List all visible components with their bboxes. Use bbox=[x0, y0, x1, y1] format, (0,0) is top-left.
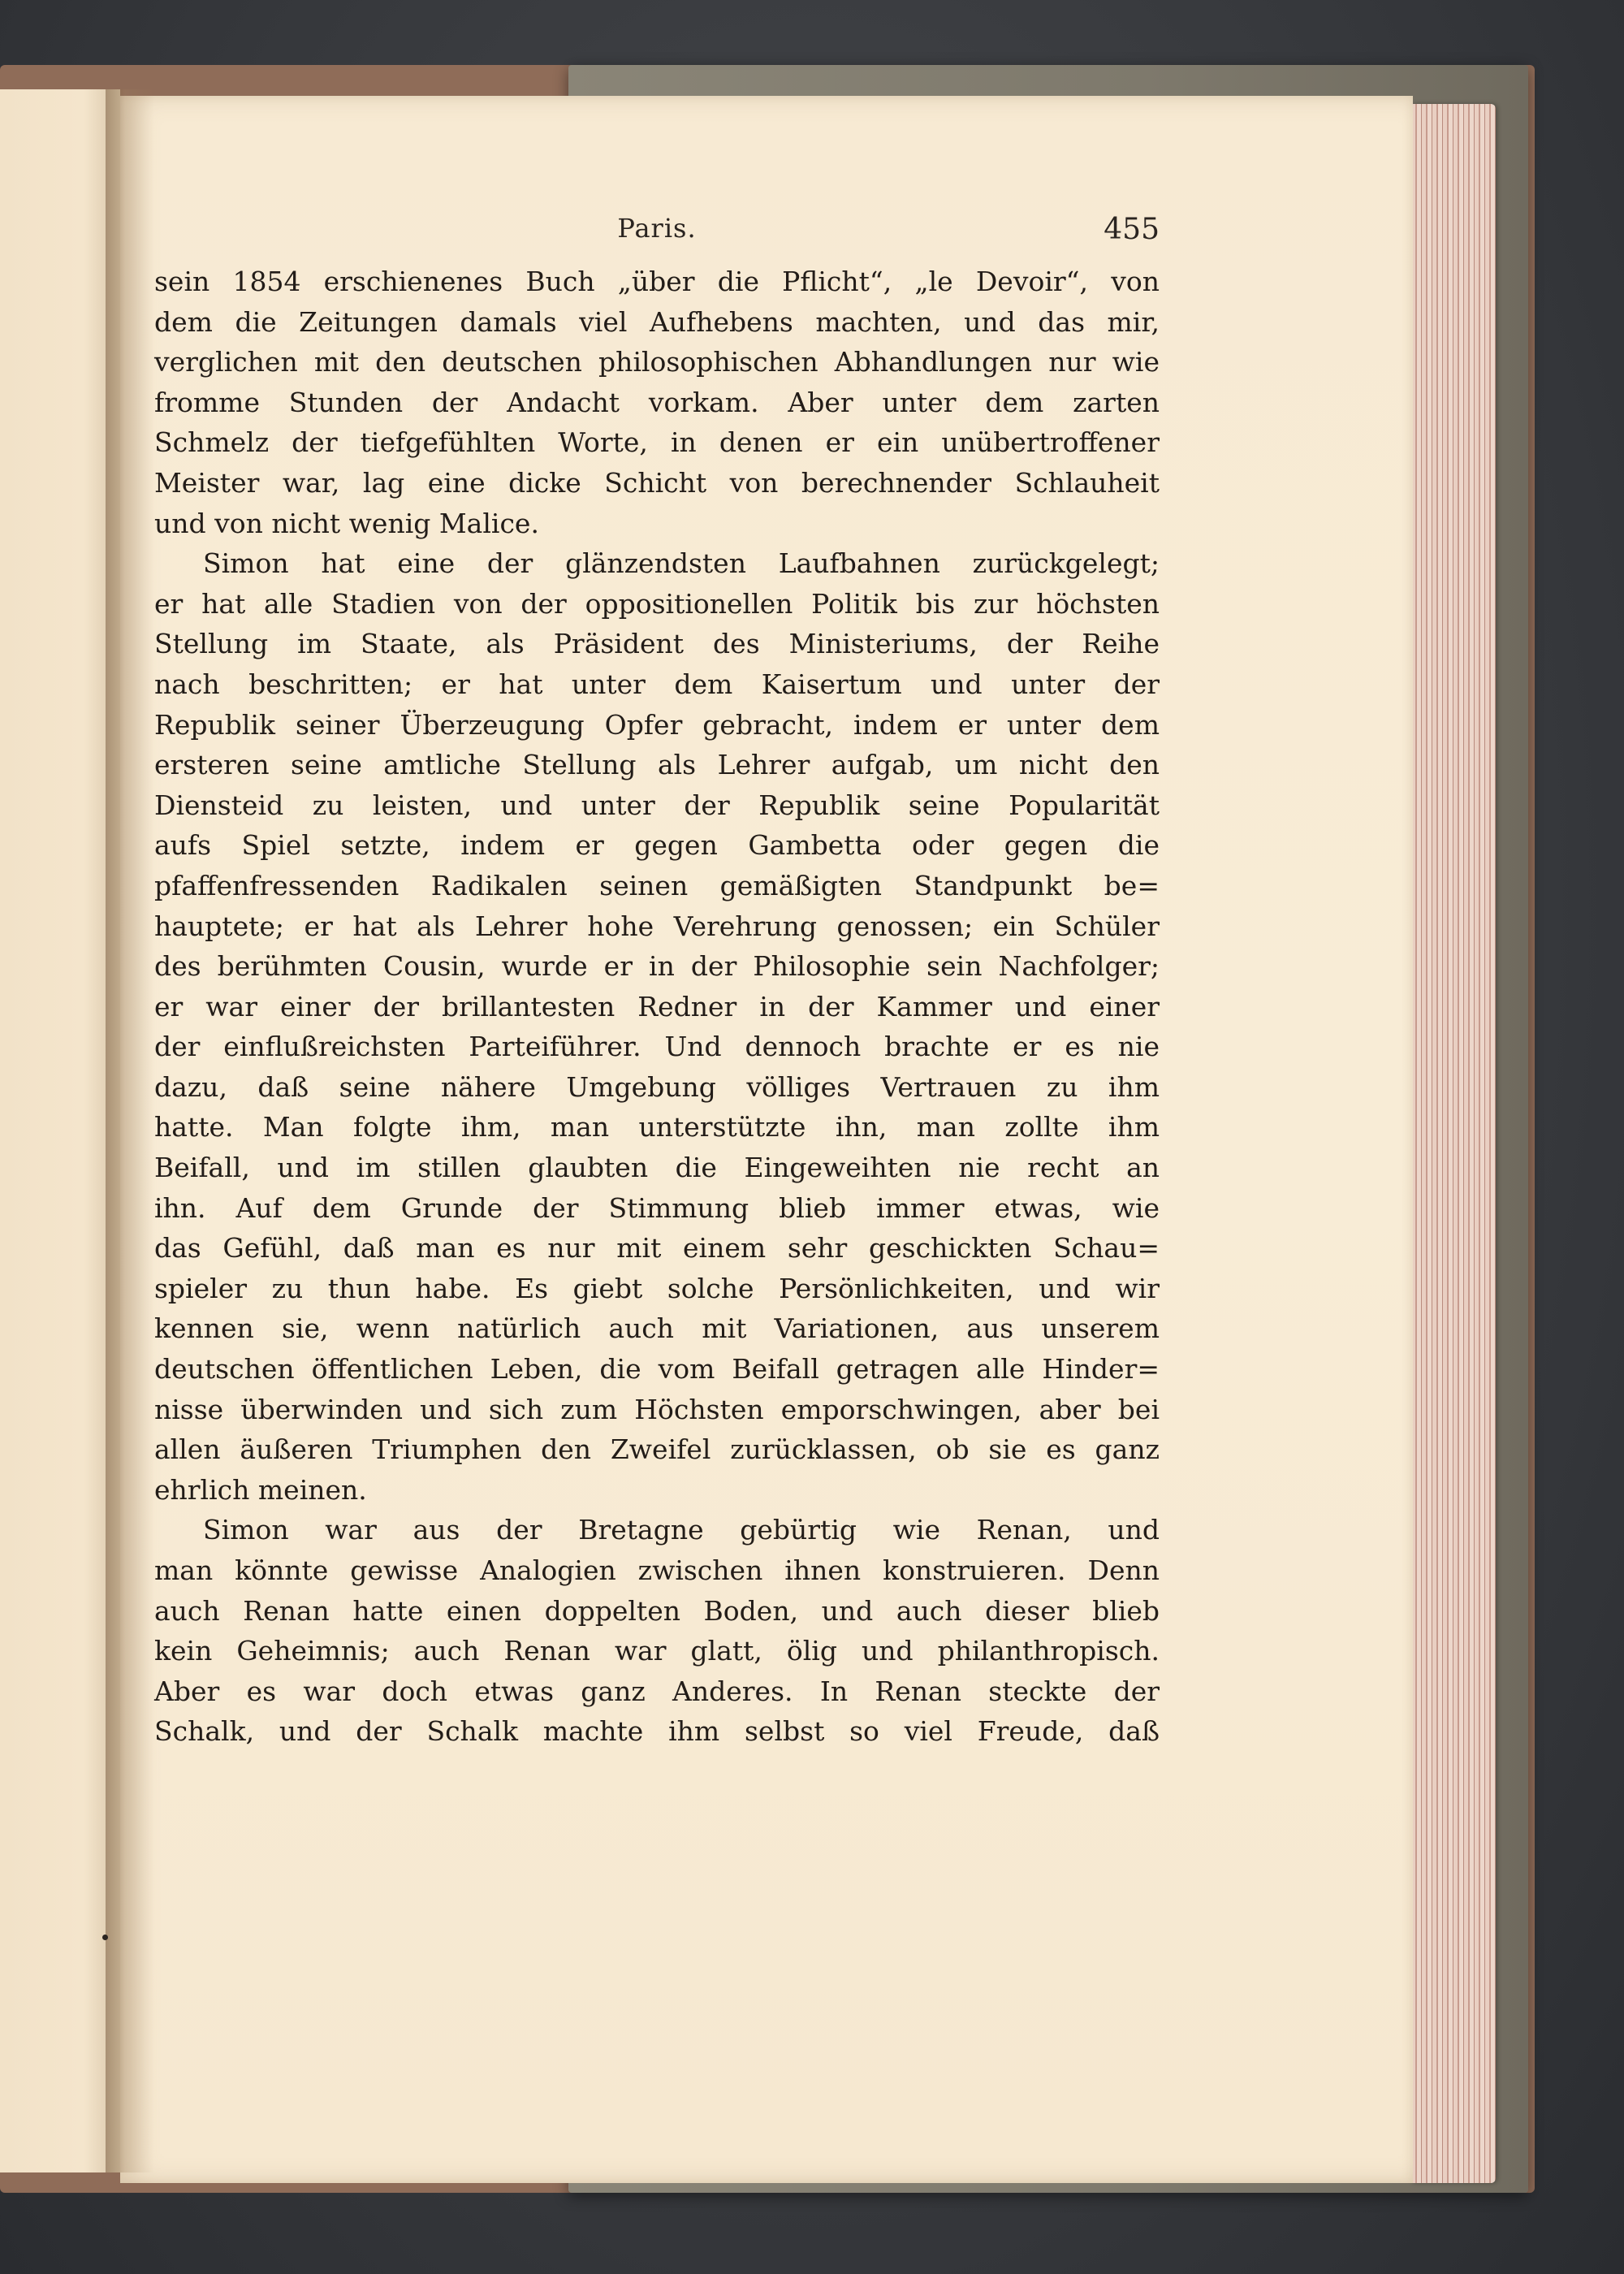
text-line: Simon hat eine der glänzendsten Laufbahnen zurückgelegt; bbox=[203, 547, 1160, 580]
text-line: allen äußeren Triumphen den Zweifel zurücklassen, ob sie es ganz bbox=[154, 1433, 1160, 1466]
text-line: Diensteid zu leisten, und unter der Republik seine Popularität bbox=[154, 789, 1160, 821]
text-line: aufs Spiel setzte, indem er gegen Gambetta oder gegen die bbox=[154, 829, 1160, 862]
text-line: des berühmten Cousin, wurde er in der Philosophie sein Nachfolger; bbox=[154, 950, 1160, 983]
text-line: Stellung im Staate, als Präsident des Ministeriums, der Reihe bbox=[154, 628, 1160, 660]
text-line: pfaffenfressenden Radikalen seinen gemäßigten Standpunkt be= bbox=[154, 869, 1160, 901]
text-line: nisse überwinden und sich zum Höchsten emporschwingen, aber bei bbox=[154, 1393, 1160, 1425]
text-line: Republik seiner Überzeugung Opfer gebracht, indem er unter dem bbox=[154, 708, 1160, 741]
text-line: ehrlich meinen. bbox=[154, 1473, 367, 1506]
gutter-shadow bbox=[106, 89, 154, 2172]
text-line: hatte. Man folgte ihm, man unterstützte ihn, man zollte ihm bbox=[154, 1111, 1160, 1143]
page-edges bbox=[1411, 104, 1496, 2183]
text-line: Simon war aus der Bretagne gebürtig wie Renan, und bbox=[203, 1514, 1160, 1546]
text-line: kennen sie, wenn natürlich auch mit Variationen, aus unserem bbox=[154, 1312, 1160, 1345]
text-line: dazu, daß seine nähere Umgebung völliges Vertrauen zu ihm bbox=[154, 1070, 1160, 1103]
text-line: kein Geheimnis; auch Renan war glatt, ölig und philanthropisch. bbox=[154, 1635, 1160, 1667]
text-line: spieler zu thun habe. Es giebt solche Persönlichkeiten, und wir bbox=[154, 1272, 1160, 1304]
text-line: Schalk, und der Schalk machte ihm selbst so viel Freude, daß bbox=[154, 1715, 1160, 1748]
running-head: Paris. bbox=[617, 213, 697, 244]
text-line: sein 1854 erschienenes Buch „über die Pflicht“, „le Devoir“, von bbox=[154, 266, 1160, 297]
text-line: dem die Zeitungen damals viel Aufhebens machten, und das mir, bbox=[154, 305, 1160, 338]
text-line: und von nicht wenig Malice. bbox=[154, 507, 539, 539]
text-line: auch Renan hatte einen doppelten Boden, und auch dieser blieb bbox=[154, 1594, 1160, 1627]
text-line: Meister war, lag eine dicke Schicht von berechnender Schlauheit bbox=[154, 466, 1160, 499]
text-line: er hat alle Stadien von der oppositionellen Politik bis zur höchsten bbox=[154, 587, 1160, 620]
text-line: ersteren seine amtliche Stellung als Lehrer aufgab, um nicht den bbox=[154, 749, 1160, 781]
text-line: hauptete; er hat als Lehrer hohe Verehrung genossen; ein Schüler bbox=[154, 910, 1160, 942]
text-line: deutschen öffentlichen Leben, die vom Beifall getragen alle Hinder= bbox=[154, 1353, 1160, 1386]
left-page bbox=[0, 89, 120, 2172]
paragraph bbox=[154, 543, 1160, 1510]
text-line: der einflußreichsten Parteiführer. Und dennoch brachte er es nie bbox=[154, 1031, 1160, 1063]
page-header bbox=[154, 213, 1160, 258]
paragraph bbox=[154, 262, 1160, 543]
text-line: Beifall, und im stillen glaubten die Eingeweihten nie recht an bbox=[154, 1152, 1160, 1184]
body-text bbox=[154, 262, 1160, 1752]
text-line: verglichen mit den deutschen philosophischen Abhandlungen nur wie bbox=[154, 346, 1160, 378]
text-line: ihn. Auf dem Grunde der Stimmung blieb immer etwas, wie bbox=[154, 1191, 1160, 1224]
text-line: Aber es war doch etwas ganz Anderes. In Renan steckte der bbox=[154, 1675, 1160, 1707]
margin-speck bbox=[102, 1935, 108, 1940]
text-line: man könnte gewisse Analogien zwischen ihnen konstruieren. Denn bbox=[154, 1554, 1160, 1586]
text-line: er war einer der brillantesten Redner in der Kammer und einer bbox=[154, 990, 1160, 1022]
paragraph bbox=[154, 1510, 1160, 1752]
text-line: das Gefühl, daß man es nur mit einem sehr geschickten Schau= bbox=[154, 1232, 1160, 1265]
text-line: fromme Stunden der Andacht vorkam. Aber unter dem zarten bbox=[154, 386, 1160, 418]
text-line: Schmelz der tiefgefühlten Worte, in denen er ein unübertroffener bbox=[154, 426, 1160, 459]
text-line: nach beschritten; er hat unter dem Kaisertum und unter der bbox=[154, 668, 1160, 700]
page-number: 455 bbox=[1104, 213, 1160, 246]
